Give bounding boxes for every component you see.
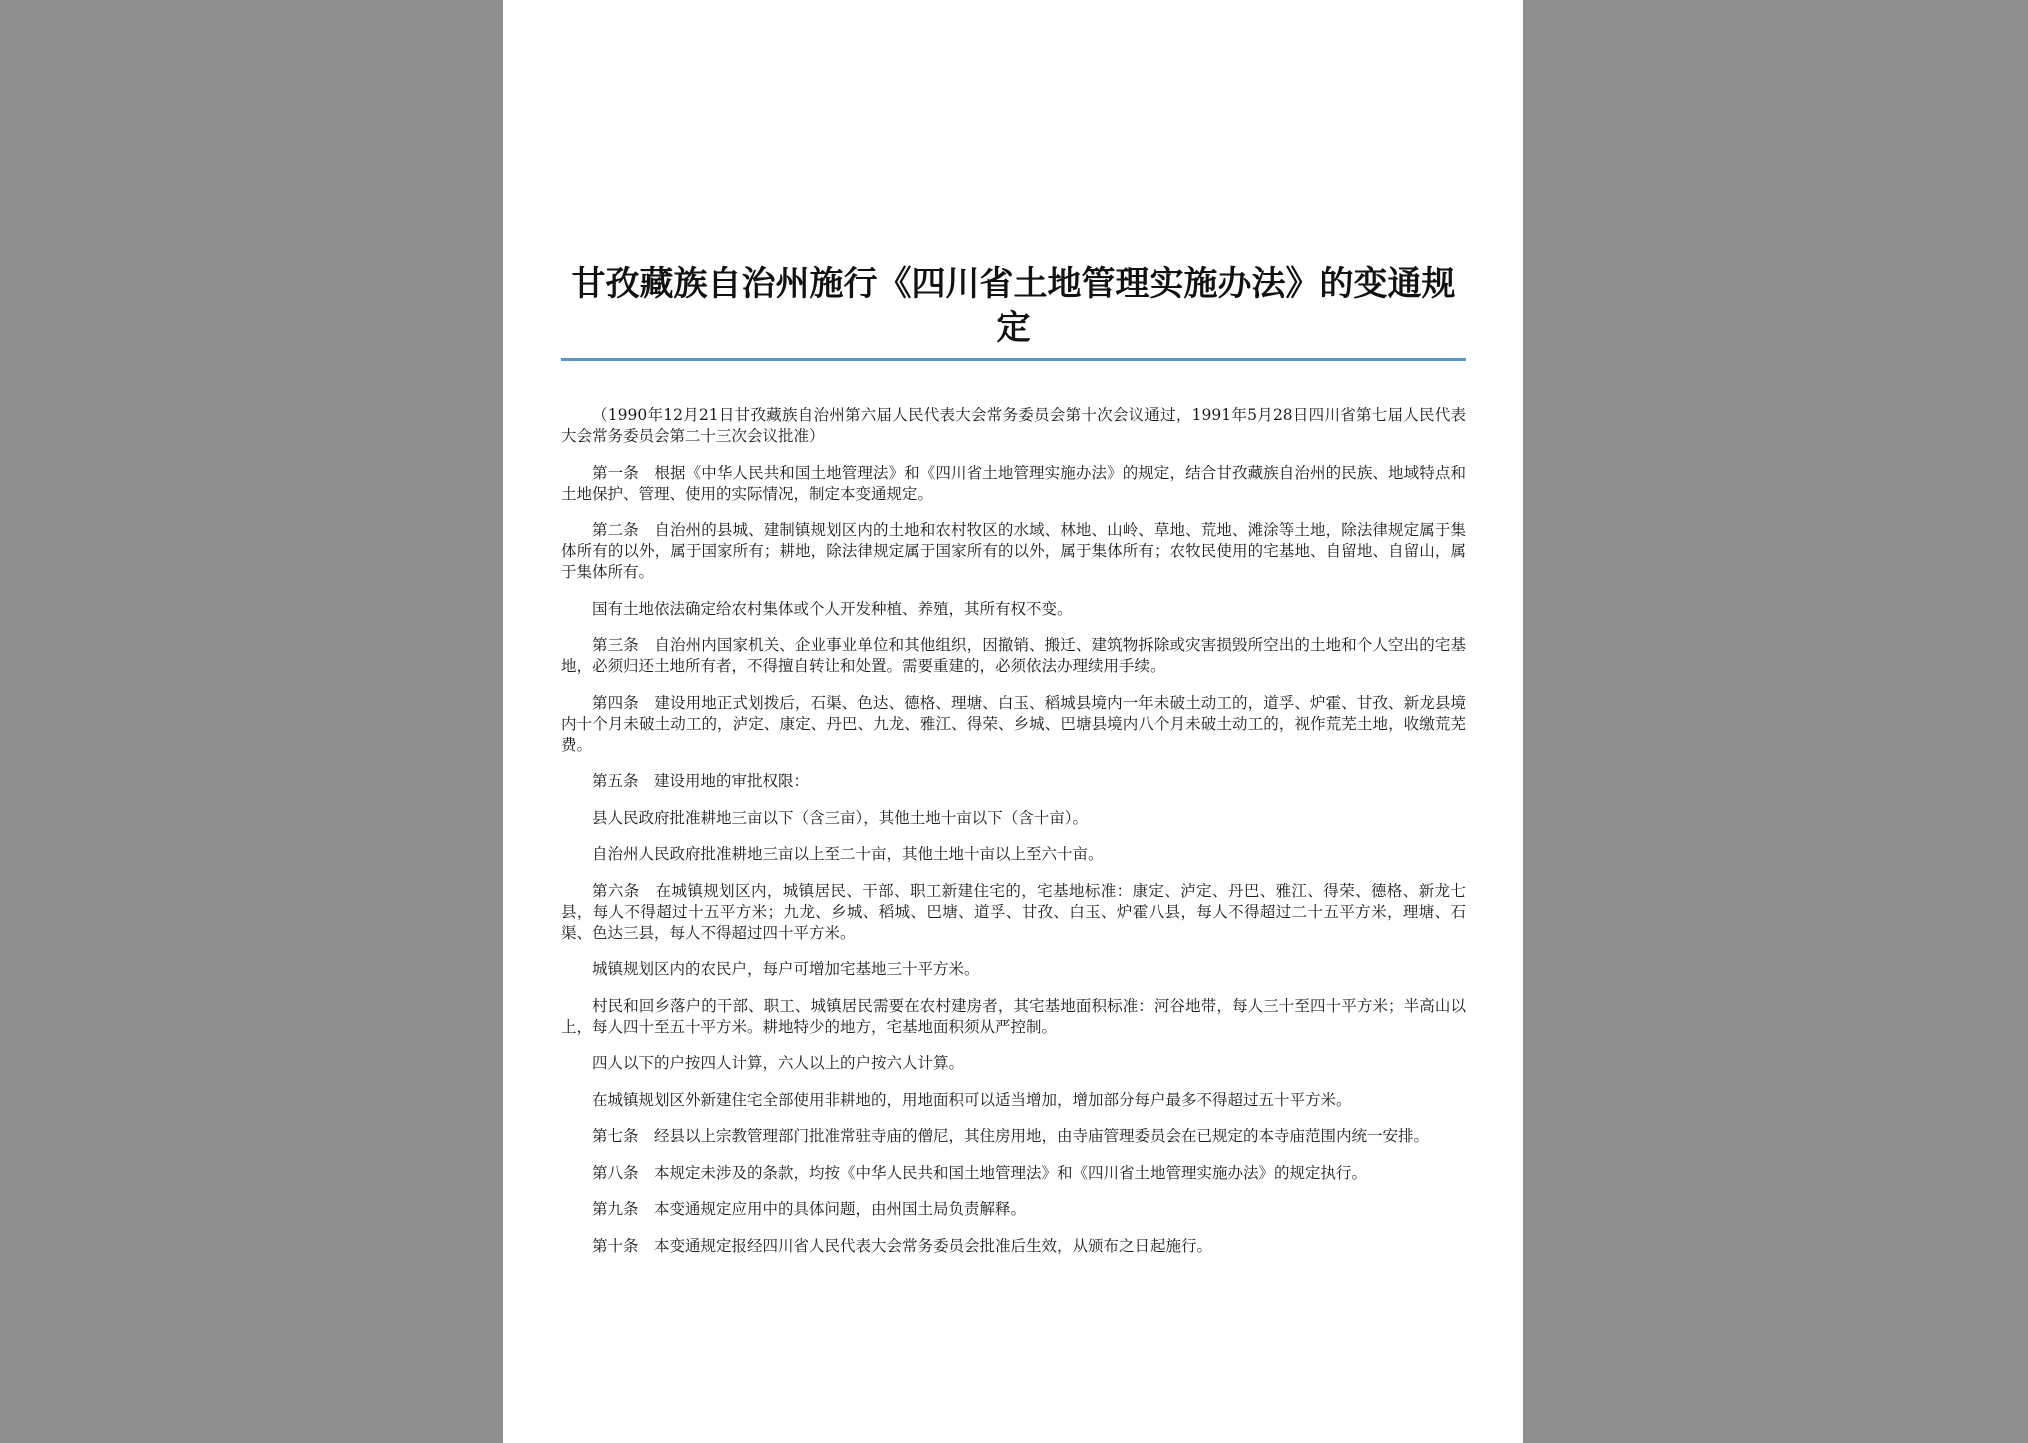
document-page [503, 0, 1523, 1443]
title-divider [561, 358, 1466, 361]
article-4-paragraph: 第四条 建设用地正式划拨后，石渠、色达、德格、理塘、白玉、稻城县境内一年未破土动工的，道孚、炉霍、甘孜、新龙县境内十个月未破土动工的，泸定、康定、丹巴、九龙、雅江、得荣、乡城、巴塘县境内八个月未破土动工的，视作荒芜土地，收缴荒芜费。 [561, 693, 1466, 754]
article-2-clause-paragraph: 国有土地依法确定给农村集体或个人开发种植、养殖，其所有权不变。 [592, 599, 1073, 618]
document-title: 甘孜藏族自治州施行《四川省土地管理实施办法》的变通规定 [571, 264, 1456, 348]
preamble-paragraph: （1990年12月21日甘孜藏族自治州第六届人民代表大会常务委员会第十次会议通过，1991年5月28日四川省第七届人民代表大会常务委员会第二十三次会议批准） [561, 406, 1466, 445]
article-9-paragraph: 第九条 本变通规定应用中的具体问题，由州国土局负责解释。 [592, 1200, 1027, 1218]
article-3-paragraph: 第三条 自治州内国家机关、企业事业单位和其他组织，因撤销、搬迁、建筑物拆除或灾害损毁所空出的土地和个人空出的宅基地，必须归还土地所有者，不得擅自转让和处置。需要重建的，必须依法办理续用手续。 [561, 636, 1466, 675]
article-5-county-paragraph: 县人民政府批准耕地三亩以下（含三亩），其他土地十亩以下（含十亩）。 [592, 808, 1089, 827]
article-7-paragraph: 第七条 经县以上宗教管理部门批准常驻寺庙的僧尼，其住房用地，由寺庙管理委员会在已规定的本寺庙范围内统一安排。 [592, 1127, 1430, 1145]
article-5-prefecture-paragraph: 自治州人民政府批准耕地三亩以上至二十亩，其他土地十亩以上至六十亩。 [592, 845, 1104, 863]
article-5-paragraph: 第五条 建设用地的审批权限： [592, 772, 810, 790]
article-6-rural-paragraph: 村民和回乡落户的干部、职工、城镇居民需要在农村建房者，其宅基地面积标准：河谷地带，每人三十至四十平方米；半高山以上，每人四十至五十平方米。耕地特少的地方，宅基地面积须从严控制。 [561, 996, 1466, 1036]
article-6-paragraph: 第六条 在城镇规划区内，城镇居民、干部、职工新建住宅的，宅基地标准：康定、泸定、丹巴、雅江、得荣、德格、新龙七县，每人不得超过十五平方米；九龙、乡城、稻城、巴塘、道孚、甘孜、白玉、炉霍八县，每人不得超过二十五平方米，理塘、石渠、色达三县，每人不得超过四十平方米。 [561, 881, 1466, 942]
article-1-paragraph: 第一条 根据《中华人民共和国土地管理法》和《四川省土地管理实施办法》的规定，结合甘孜藏族自治州的民族、地域特点和土地保护、管理、使用的实际情况，制定本变通规定。 [561, 463, 1466, 503]
article-6-nonarable-paragraph: 在城镇规划区外新建住宅全部使用非耕地的，用地面积可以适当增加，增加部分每户最多不得超过五十平方米。 [592, 1090, 1352, 1109]
document-body [561, 405, 1466, 1272]
article-2-paragraph: 第二条 自治州的县城、建制镇规划区内的土地和农村牧区的水域、林地、山岭、草地、荒地、滩涂等土地，除法律规定属于集体所有的以外，属于国家所有；耕地，除法律规定属于国家所有的以外，属于集体所有；农牧民使用的宅基地、自留地、自留山，属于集体所有。 [561, 521, 1466, 581]
article-10-paragraph: 第十条 本变通规定报经四川省人民代表大会常务委员会批准后生效，从颁布之日起施行。 [592, 1236, 1213, 1255]
article-6-farmer-paragraph: 城镇规划区内的农民户，每户可增加宅基地三十平方米。 [592, 960, 980, 978]
article-6-household-paragraph: 四人以下的户按四人计算，六人以上的户按六人计算。 [592, 1054, 965, 1072]
article-8-paragraph: 第八条 本规定未涉及的条款，均按《中华人民共和国土地管理法》和《四川省土地管理实施办法》的规定执行。 [592, 1163, 1368, 1182]
